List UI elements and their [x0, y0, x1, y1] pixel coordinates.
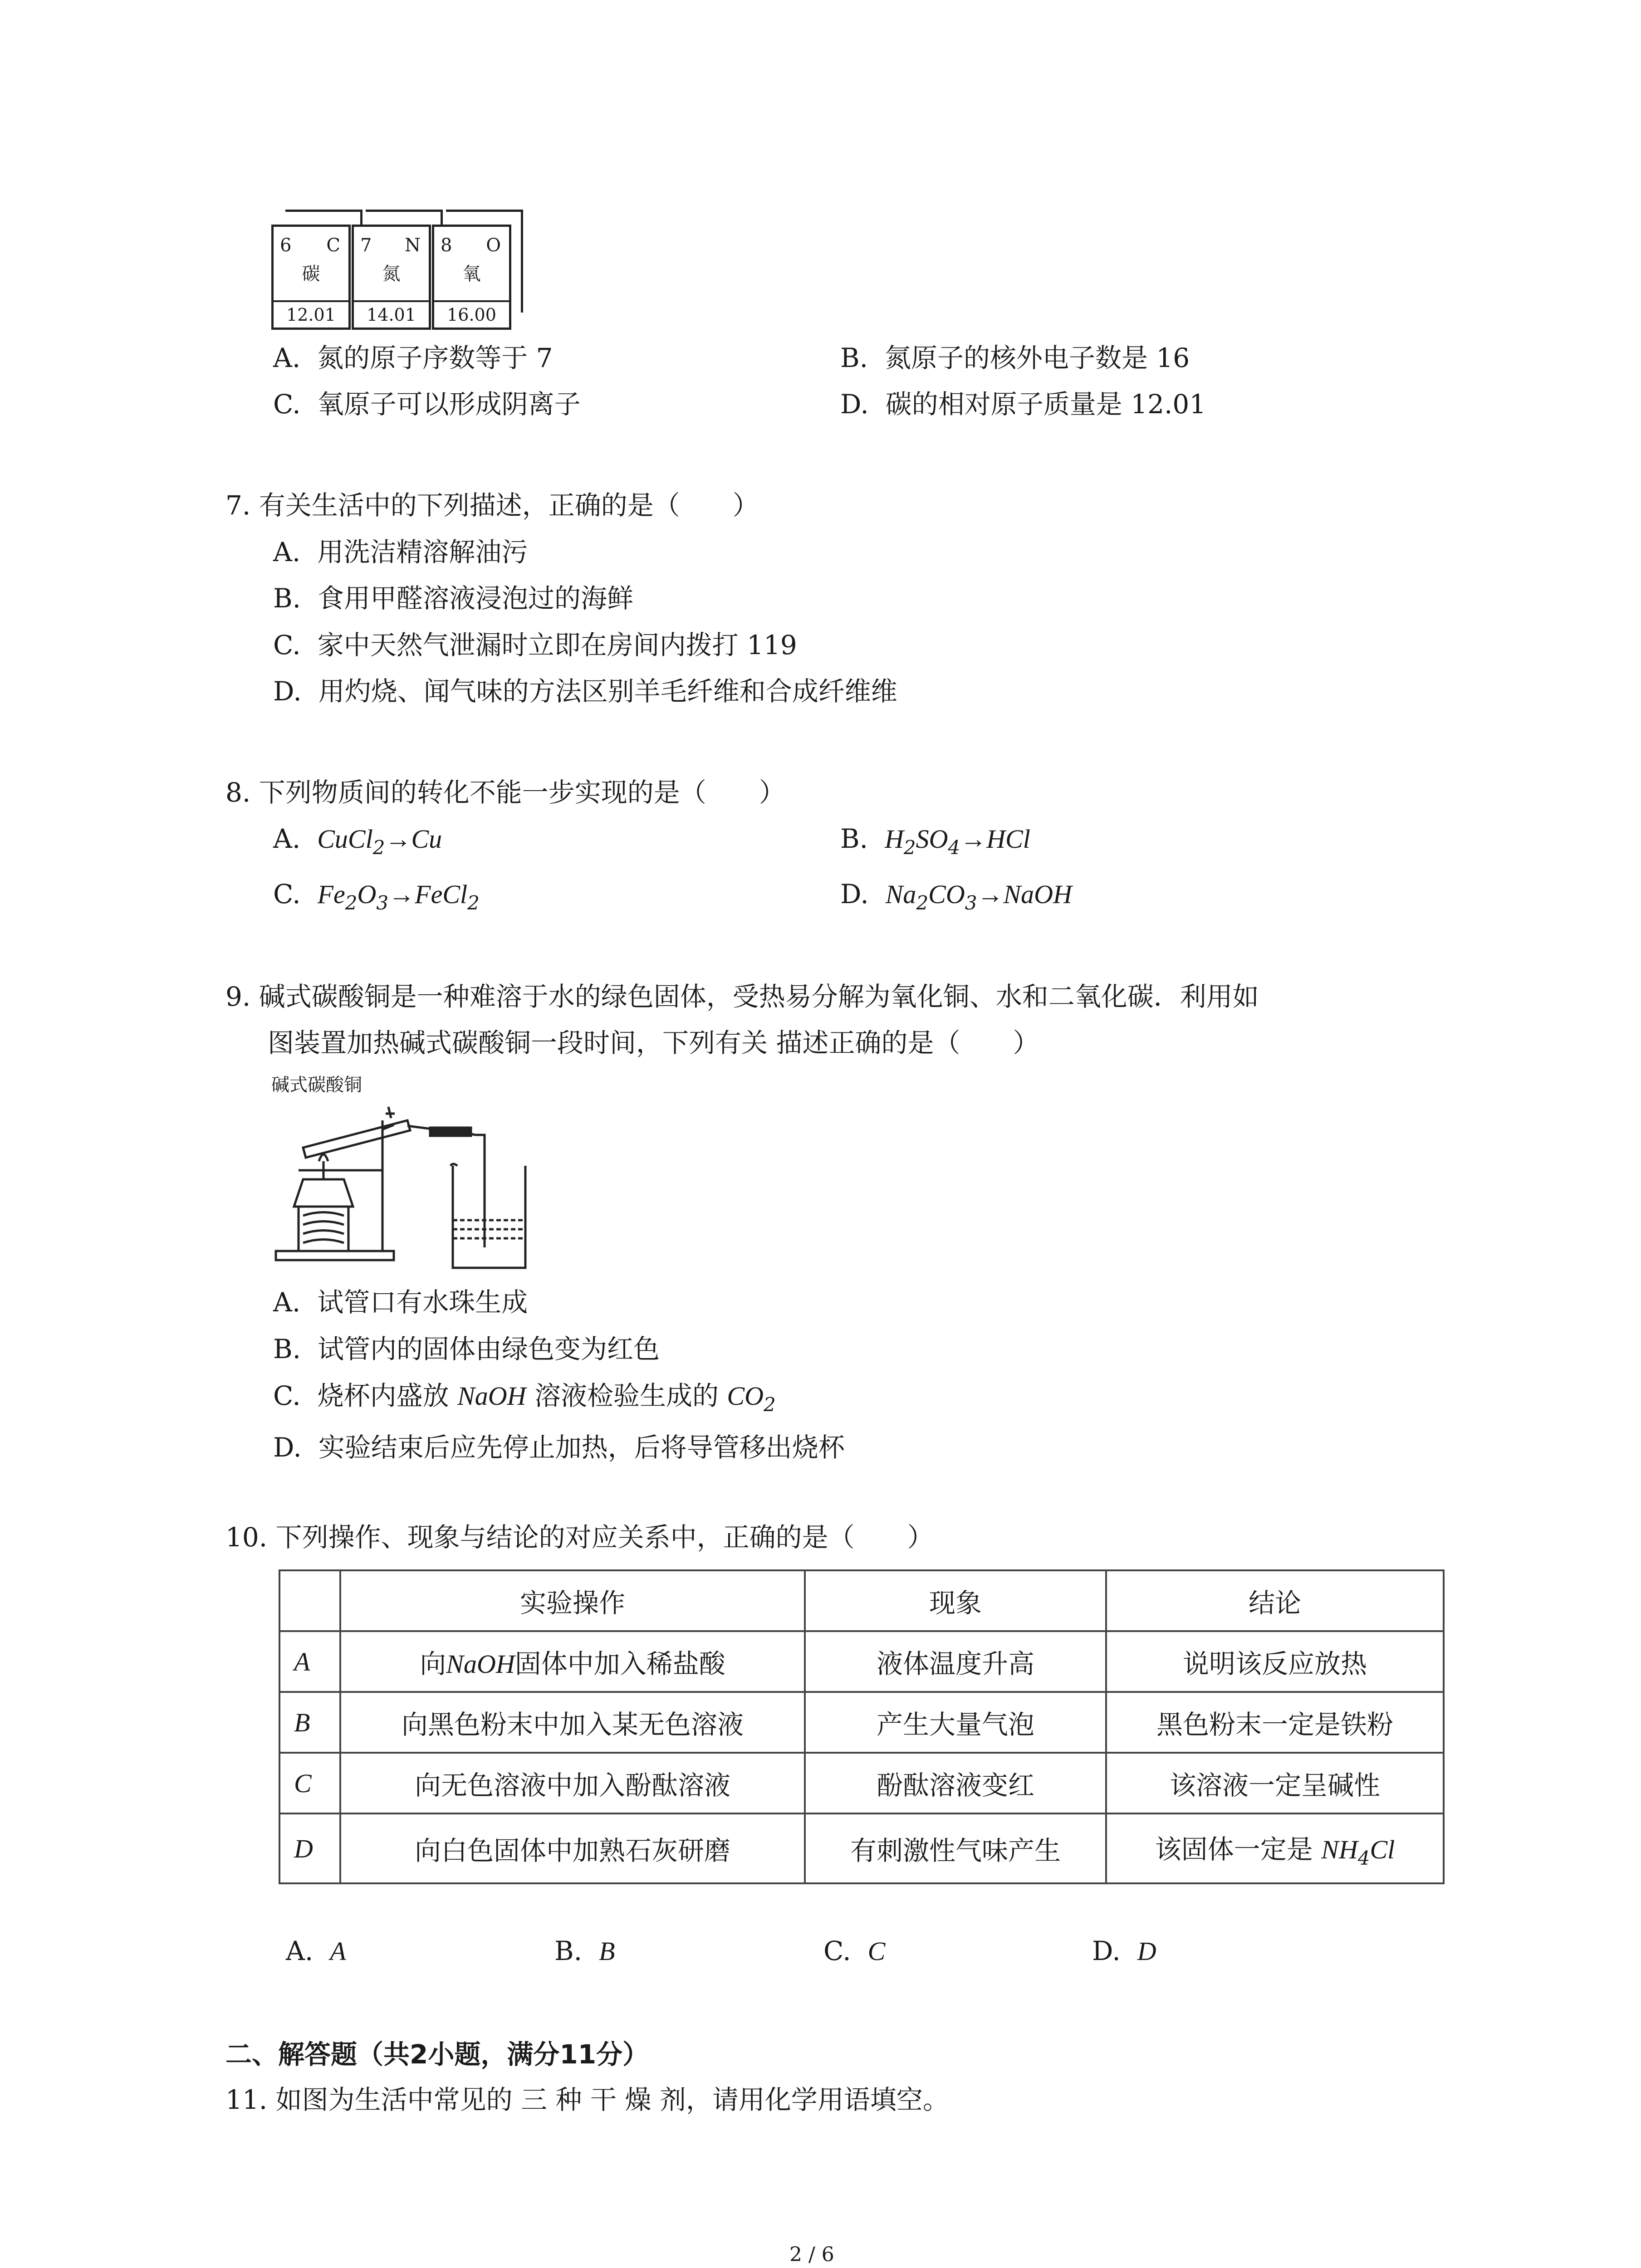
q8-option-a: A. CuCl$_2$→Cu	[273, 823, 442, 859]
element-symbol: N	[405, 235, 421, 256]
atomic-number: 6	[280, 235, 292, 256]
q7-option-a: A. 用洗洁精溶解油污	[273, 537, 528, 567]
q8-option-c: C. $Fe_2O_3\to FeCl_2$	[273, 879, 480, 914]
table-header-row	[279, 1570, 1444, 1631]
element-name: 氧	[462, 264, 481, 284]
atomic-number: 8	[441, 235, 452, 256]
q9-stem-line2: 图装置加热碱式碳酸铜一段时间，下列有关 描述正确的是（ ）	[268, 1027, 1039, 1058]
element-card-oxygen	[432, 225, 511, 330]
heating-apparatus-figure	[271, 1093, 553, 1275]
q9-stem-line1: 9. 碱式碳酸铜是一种难溶于水的绿色固体，受热易分解为氧化铜、水和二氧化碳．利用如	[225, 981, 1259, 1012]
table-row	[279, 1753, 1444, 1813]
q7-option-b: B. 食用甲醛溶液浸泡过的海鲜	[273, 583, 633, 614]
q7-stem: 7. 有关生活中的下列描述，正确的是（ ）	[225, 490, 759, 521]
q9-option-b: B. 试管内的固体由绿色变为红色	[273, 1334, 660, 1364]
q6-option-d: D. 碳的相对原子质量是 12.01	[840, 389, 1206, 420]
row-phenomenon: 酚酞溶液变红	[805, 1753, 1106, 1813]
q8-option-d: D. $Na_2CO_3\to NaOH$	[840, 879, 1072, 914]
q11-stem: 11. 如图为生活中常见的 三 种 干 燥 剂，请用化学用语填空。	[225, 2084, 949, 2115]
q6-option-c: C. 氧原子可以形成阴离子	[273, 389, 581, 420]
row-conclusion: 该溶液一定呈碱性	[1106, 1753, 1444, 1813]
row-conclusion: 说明该反应放热	[1106, 1631, 1444, 1692]
q9-option-a: A. 试管口有水珠生成	[273, 1287, 528, 1318]
q7-option-c: C. 家中天然气泄漏时立即在房间内拨打 119	[273, 630, 797, 660]
row-conclusion: 该固体一定是 $NH_4Cl$	[1106, 1813, 1444, 1883]
atomic-mass: 16.00	[434, 300, 509, 325]
row-phenomenon: 有刺激性气味产生	[805, 1813, 1106, 1883]
q10-answer-a: A. A	[286, 1936, 346, 1966]
table-header: 结论	[1106, 1570, 1444, 1631]
row-key: A	[279, 1631, 340, 1692]
row-key: C	[279, 1753, 340, 1813]
element-symbol: O	[486, 235, 501, 256]
row-operation: 向黑色粉末中加入某无色溶液	[340, 1692, 805, 1753]
table-row	[279, 1813, 1444, 1883]
table-row	[279, 1631, 1444, 1692]
table-header: 现象	[805, 1570, 1106, 1631]
row-key: D	[279, 1813, 340, 1883]
q10-answer-d: D. D	[1092, 1936, 1156, 1966]
element-card-nitrogen	[352, 225, 431, 330]
row-phenomenon: 产生大量气泡	[805, 1692, 1106, 1753]
q6-option-b: B. 氮原子的核外电子数是 16	[840, 342, 1190, 373]
q10-answer-b: B. B	[554, 1936, 615, 1966]
element-name: 氮	[382, 264, 401, 284]
atomic-mass: 12.01	[274, 300, 348, 325]
atomic-mass: 14.01	[354, 300, 429, 325]
table-header	[279, 1570, 340, 1631]
q6-option-a: A. 氮的原子序数等于 7	[273, 342, 553, 373]
table-header: 实验操作	[340, 1570, 805, 1631]
element-card-carbon	[271, 225, 351, 330]
figure-label: 碱式碳酸铜	[271, 1075, 362, 1095]
table-row	[279, 1692, 1444, 1753]
atomic-number: 7	[360, 235, 372, 256]
q10-stem: 10. 下列操作、现象与结论的对应关系中，正确的是（ ）	[225, 1522, 934, 1553]
element-name: 碳	[302, 264, 320, 284]
element-symbol: C	[326, 235, 340, 256]
row-operation: 向白色固体中加熟石灰研磨	[340, 1813, 805, 1883]
q7-option-d: D. 用灼烧、闻气味的方法区别羊毛纤维和合成纤维维	[273, 676, 897, 707]
row-conclusion: 黑色粉末一定是铁粉	[1106, 1692, 1444, 1753]
q9-option-c: C. 烧杯内盛放 NaOH 溶液检验生成的 $CO_2$	[273, 1380, 776, 1416]
row-key: B	[279, 1692, 340, 1753]
row-operation: 向无色溶液中加入酚酞溶液	[340, 1753, 805, 1813]
q9-option-d: D. 实验结束后应先停止加热，后将导管移出烧杯	[273, 1432, 845, 1463]
row-operation: 向NaOH固体中加入稀盐酸	[340, 1631, 805, 1692]
experiment-table	[279, 1569, 1445, 1884]
q10-answer-c: C. C	[823, 1936, 886, 1966]
section-heading: 二、解答题（共2小题，满分11分）	[225, 2039, 649, 2070]
page-number: 2 / 6	[789, 2243, 834, 2266]
q8-option-b: B. $H_2SO_4\to HCl$	[840, 823, 1030, 859]
row-phenomenon: 液体温度升高	[805, 1631, 1106, 1692]
q8-stem: 8. 下列物质间的转化不能一步实现的是（ ）	[225, 777, 785, 808]
